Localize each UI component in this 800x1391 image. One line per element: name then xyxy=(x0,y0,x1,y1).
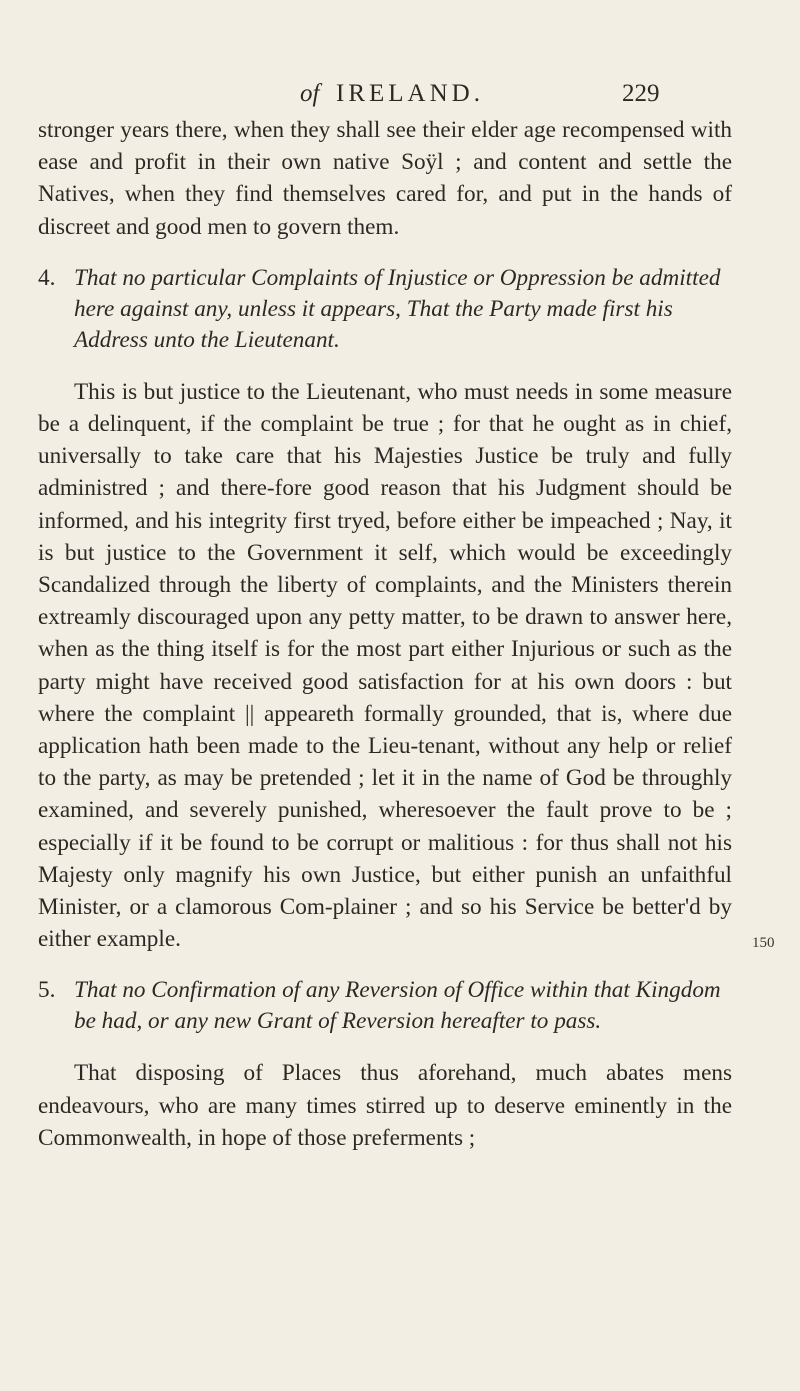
margin-note: 150 xyxy=(752,935,775,951)
paragraph-places: That disposing of Places thus aforehand, much abates mens endeavours, who are many times stirred up to deserve eminently in the Commonwealth, in hope of those preferments ; xyxy=(38,1060,732,1151)
running-header xyxy=(300,76,700,112)
header-of: of xyxy=(300,80,320,107)
page-body xyxy=(38,114,732,1174)
header-title: IRELAND. xyxy=(336,80,484,107)
paragraph-justice: This is but justice to the Lieutenant, who must needs in some measure be a delinquent, if the complaint be true ; for that he ought as in chief, universally to take care that his Majesties Justice be truly and fully administred ; and there-fore good reason that his Judgment should be informed, and his integrity first tryed, before either be impeached ; Nay, it is but justice to the Government it self, which would be exceedingly Scandalized through the liberty of complaints, and the Ministers therein extreamly discouraged upon any petty matter, to be drawn to answer here, when as the thing itself is for the most part either Injurious or such as the party might have received good satisfaction for at his own doors : but where the complaint || appeareth formally grounded, that is, where due application hath been made to the Lieu-tenant, without any help or relief to the party, as may be pretended ; let it in the name of God be throughly examined, and severely punished, wheresoever the fault prove to be ; especially if it be found to be corrupt or malitious : for thus shall not his Majesty only magnify his own Justice, but either punish an unfaithful Minister, or a clamorous Com-plainer ; and so his Service be better'd by either example. xyxy=(38,378,732,953)
item-5-text: That no Confirmation of any Reversion of Office within that Kingdom be had, or any new Grant of Reversion hereafter to pass. xyxy=(74,977,721,1035)
item-4-text: That no particular Complaints of Injustice or Oppression be admitted here against any, unless it appears, That the Party made first his Address unto the Lieutenant. xyxy=(74,264,721,353)
item-5-number: 5. xyxy=(38,977,56,1004)
page-number: 229 xyxy=(622,80,660,107)
numbered-item-5 xyxy=(38,975,732,1037)
numbered-item-4 xyxy=(38,263,732,356)
paragraph-continuation: stronger years there, when they shall see their elder age recompensed with ease and profit in their own native Soÿl ; and content and settle the Natives, when they find themselves cared for, and put in the hands of discreet and good men to govern them. xyxy=(38,117,732,240)
item-4-number: 4. xyxy=(38,264,56,291)
